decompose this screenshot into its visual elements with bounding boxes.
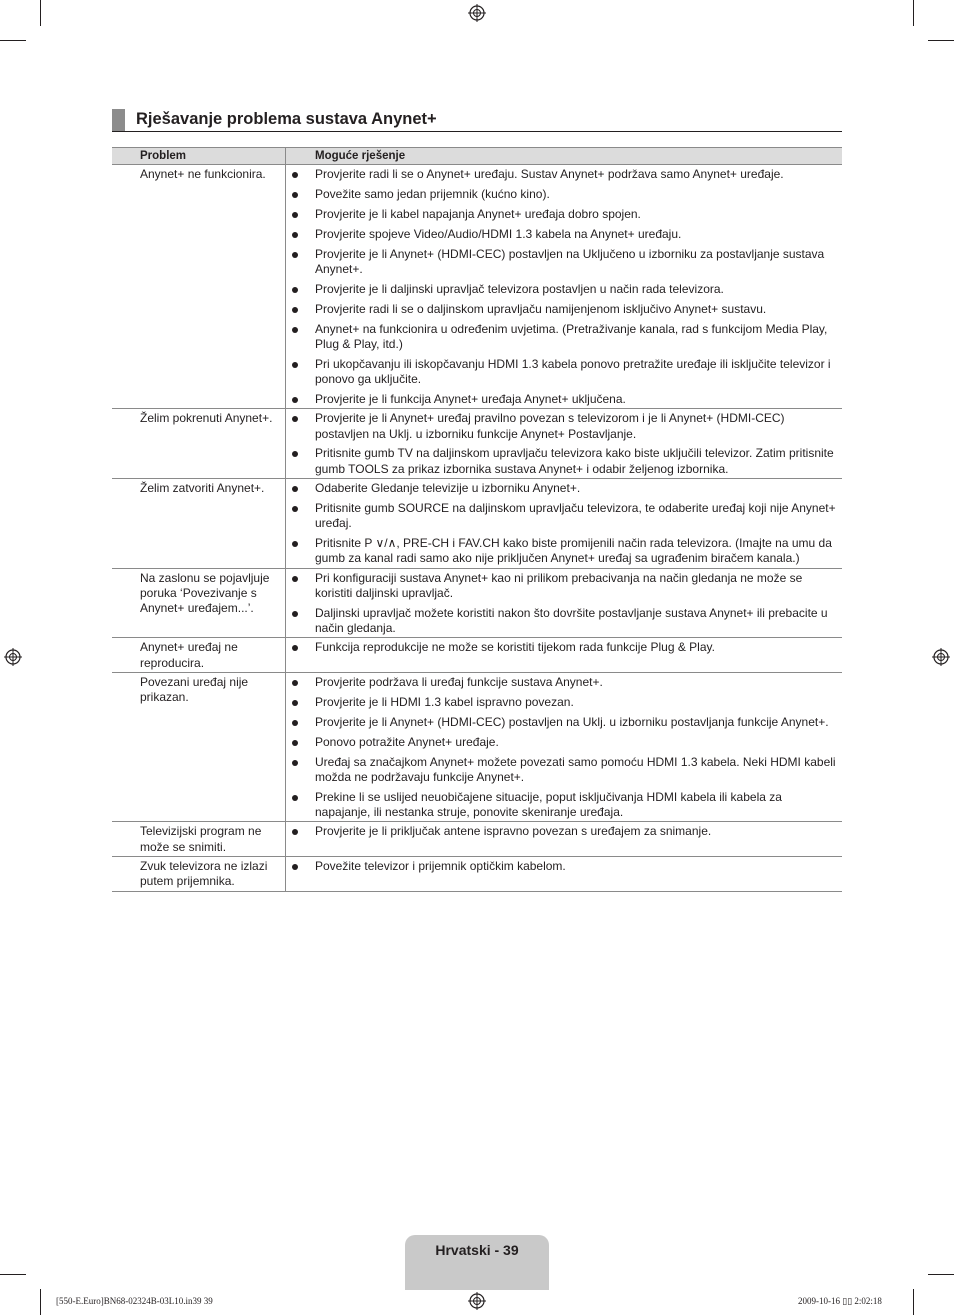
table-header <box>112 147 842 165</box>
bullet-icon <box>292 611 298 617</box>
solution-text: Provjerite je li Anynet+ (HDMI-CEC) postavljen na Uklj. u izborniku postavljanja funkcije Anynet+. <box>315 714 829 729</box>
solution-cell <box>286 165 842 408</box>
bullet-icon <box>292 760 298 766</box>
crop-mark <box>928 40 954 41</box>
bullet-icon <box>292 172 298 178</box>
solution-item <box>286 282 838 297</box>
problem-cell: Anynet+ uređaj ne reproducira. <box>112 638 286 672</box>
solution-text: Odaberite Gledanje televizije u izborniku Anynet+. <box>315 480 581 495</box>
table-row <box>112 409 842 479</box>
solution-item <box>286 167 838 182</box>
solution-text: Daljinski upravljač možete koristiti nakon što dovršite postavljanje sustava Anynet+ ili prebacite u način gledanja. <box>315 605 828 636</box>
bullet-icon <box>292 416 298 422</box>
solution-item <box>286 392 838 407</box>
solution-text: Provjerite radi li se o daljinskom upravljaču namijenjenom isključivo Anynet+ sustavu. <box>315 301 767 316</box>
heading-bar <box>112 109 125 131</box>
footer-file-info: [550-E.Euro]BN68-02324B-03L10.in39 39 <box>56 1296 213 1306</box>
registration-mark-icon <box>468 1292 486 1310</box>
solution-text: Provjerite je li daljinski upravljač televizora postavljen u način rada televizora. <box>315 281 724 296</box>
bullet-icon <box>292 740 298 746</box>
header-problem: Problem <box>112 148 286 164</box>
solution-item <box>286 187 838 202</box>
bullet-icon <box>292 645 298 651</box>
bullet-icon <box>292 307 298 313</box>
solution-item <box>286 715 838 730</box>
crop-mark <box>0 1274 26 1275</box>
bullet-icon <box>292 829 298 835</box>
bullet-icon <box>292 451 298 457</box>
troubleshooting-table <box>112 147 842 892</box>
bullet-icon <box>292 252 298 258</box>
problem-cell: Povezani uređaj nije prikazan. <box>112 673 286 821</box>
solution-item <box>286 247 838 278</box>
table-row <box>112 165 842 409</box>
solution-text: Provjerite je li HDMI 1.3 kabel ispravno povezan. <box>315 694 574 709</box>
solution-text: Provjerite podržava li uređaj funkcije sustava Anynet+. <box>315 675 603 690</box>
solution-text: Provjerite je li Anynet+ (HDMI-CEC) postavljen na Uključeno u izborniku za postavljanje sustava Anynet+. <box>315 246 825 276</box>
bullet-icon <box>292 232 298 238</box>
table-row <box>112 479 842 569</box>
crop-mark <box>928 1274 954 1275</box>
registration-mark-icon <box>468 4 486 22</box>
bullet-icon <box>292 506 298 512</box>
solution-item <box>286 695 838 710</box>
problem-cell: Želim zatvoriti Anynet+. <box>112 479 286 568</box>
solution-item <box>286 302 838 317</box>
bullet-icon <box>292 327 298 333</box>
solution-item <box>286 735 838 750</box>
solution-item <box>286 481 838 496</box>
bullet-icon <box>292 397 298 403</box>
section-heading <box>112 108 842 132</box>
table-row <box>112 638 842 673</box>
solution-text: Provjerite je li Anynet+ uređaj pravilno povezan s televizorom i je li Anynet+ (HDMI-CEC) postavljen na Uklj. u izborniku funkcije Anynet+ Postavljanje. <box>315 411 785 441</box>
crop-mark <box>40 1289 41 1315</box>
bullet-icon <box>292 212 298 218</box>
bullet-icon <box>292 680 298 686</box>
solution-item <box>286 606 838 637</box>
solution-text: Pritisnite gumb SOURCE na daljinskom upravljaču televizora, te odaberite uređaj koji nije Anynet+ uređaj. <box>315 500 836 531</box>
solution-text: Provjerite je li kabel napajanja Anynet+ uređaja dobro spojen. <box>315 206 641 221</box>
crop-mark <box>913 0 914 26</box>
solution-cell <box>286 479 842 568</box>
solution-text: Pritisnite gumb TV na daljinskom upravljaču televizora kako biste uključili televizor. Zatim pritisnite gumb TOOLS za prikaz izbornika sustava Anynet+ i odabir željenog izbornika. <box>315 446 834 476</box>
bullet-icon <box>292 486 298 492</box>
solution-item <box>286 675 838 690</box>
solution-item <box>286 824 838 839</box>
crop-mark <box>913 1289 914 1315</box>
solution-item <box>286 790 838 821</box>
solution-cell <box>286 409 842 478</box>
solution-item <box>286 640 838 655</box>
problem-cell: Želim pokrenuti Anynet+. <box>112 409 286 478</box>
solution-cell <box>286 569 842 638</box>
solution-item <box>286 411 838 442</box>
registration-mark-icon <box>4 648 22 666</box>
table-row <box>112 822 842 857</box>
problem-cell: Na zaslonu se pojavljuje poruka ‘Povezivanje s Anynet+ uređajem...’. <box>112 569 286 638</box>
solution-text: Povežite samo jedan prijemnik (kućno kino). <box>315 186 550 201</box>
solution-cell <box>286 638 842 672</box>
solution-item <box>286 446 838 477</box>
problem-cell: Zvuk televizora ne izlazi putem prijemnika. <box>112 857 286 891</box>
solution-item <box>286 755 838 786</box>
page-number-badge <box>405 1235 549 1290</box>
solution-item <box>286 207 838 222</box>
solution-text: Provjerite je li funkcija Anynet+ uređaja Anynet+ uključena. <box>315 391 626 406</box>
solution-item <box>286 571 838 602</box>
bullet-icon <box>292 795 298 801</box>
bullet-icon <box>292 192 298 198</box>
solution-text: Povežite televizor i prijemnik optičkim kabelom. <box>315 858 566 873</box>
bullet-icon <box>292 576 298 582</box>
bullet-icon <box>292 720 298 726</box>
table-row <box>112 673 842 822</box>
problem-cell: Televizijski program ne može se snimiti. <box>112 822 286 856</box>
footer-timestamp: 2009-10-16 ▯▯ 2:02:18 <box>798 1296 882 1306</box>
bullet-icon <box>292 541 298 547</box>
table-row <box>112 857 842 892</box>
bullet-icon <box>292 287 298 293</box>
solution-text: Prekine li se uslijed neuobičajene situacije, poput isključivanja HDMI kabela ili kabela za napajanje, ili nestanka struje, ponovite skeniranje uređaja. <box>315 789 782 820</box>
bullet-icon <box>292 700 298 706</box>
solution-item <box>286 322 838 353</box>
solution-item <box>286 501 838 532</box>
solution-text: Provjerite spojeve Video/Audio/HDMI 1.3 kabela na Anynet+ uređaju. <box>315 226 682 241</box>
table-row <box>112 569 842 639</box>
solution-text: Anynet+ na funkcionira u određenim uvjetima. (Pretraživanje kanala, rad s funkcijom Media Play, Plug & Play, itd.) <box>315 321 828 351</box>
solution-item <box>286 859 838 874</box>
solution-text: Provjerite radi li se o Anynet+ uređaju. Sustav Anynet+ podržava samo Anynet+ uređaje. <box>315 167 784 181</box>
registration-mark-icon <box>932 648 950 666</box>
solution-text: Pritisnite P ∨/∧, PRE-CH i FAV.CH kako biste promijenili način rada televizora. (Imajte na umu da gumb za kanal radi samo ako nije priključen Anynet+ uređaj sa ugrađenim biračem kanala.) <box>315 536 832 566</box>
crop-mark <box>0 40 26 41</box>
problem-cell: Anynet+ ne funkcionira. <box>112 165 286 408</box>
solution-cell <box>286 673 842 821</box>
solution-text: Ponovo potražite Anynet+ uređaje. <box>315 734 499 749</box>
table-body <box>112 165 842 892</box>
solution-text: Funkcija reprodukcije ne može se koristiti tijekom rada funkcije Plug & Play. <box>315 640 715 655</box>
solution-text: Pri ukopčavanju ili iskopčavanju HDMI 1.3 kabela ponovo pretražite uređaje ili isključite televizor i ponovo ga uključite. <box>315 356 831 387</box>
bullet-icon <box>292 864 298 870</box>
solution-cell <box>286 822 842 856</box>
solution-item <box>286 227 838 242</box>
solution-text: Pri konfiguraciji sustava Anynet+ kao ni prilikom prebacivanja na način gledanja ne može se koristiti daljinski upravljač. <box>315 570 803 600</box>
header-solution: Moguće rješenje <box>315 150 406 162</box>
solution-cell <box>286 857 842 891</box>
solution-item <box>286 357 838 388</box>
solution-item <box>286 536 838 567</box>
solution-text: Provjerite je li priključak antene ispravno povezan s uređajem za snimanje. <box>315 824 712 839</box>
section-title: Rješavanje problema sustava Anynet+ <box>136 110 437 128</box>
bullet-icon <box>292 362 298 368</box>
solution-text: Uređaj sa značajkom Anynet+ možete povezati samo pomoću HDMI 1.3 kabela. Neki HDMI kabeli možda ne podržavaju funkcije Anynet+. <box>315 754 836 784</box>
crop-mark <box>40 0 41 26</box>
page-label: Hrvatski - 39 <box>435 1242 519 1258</box>
